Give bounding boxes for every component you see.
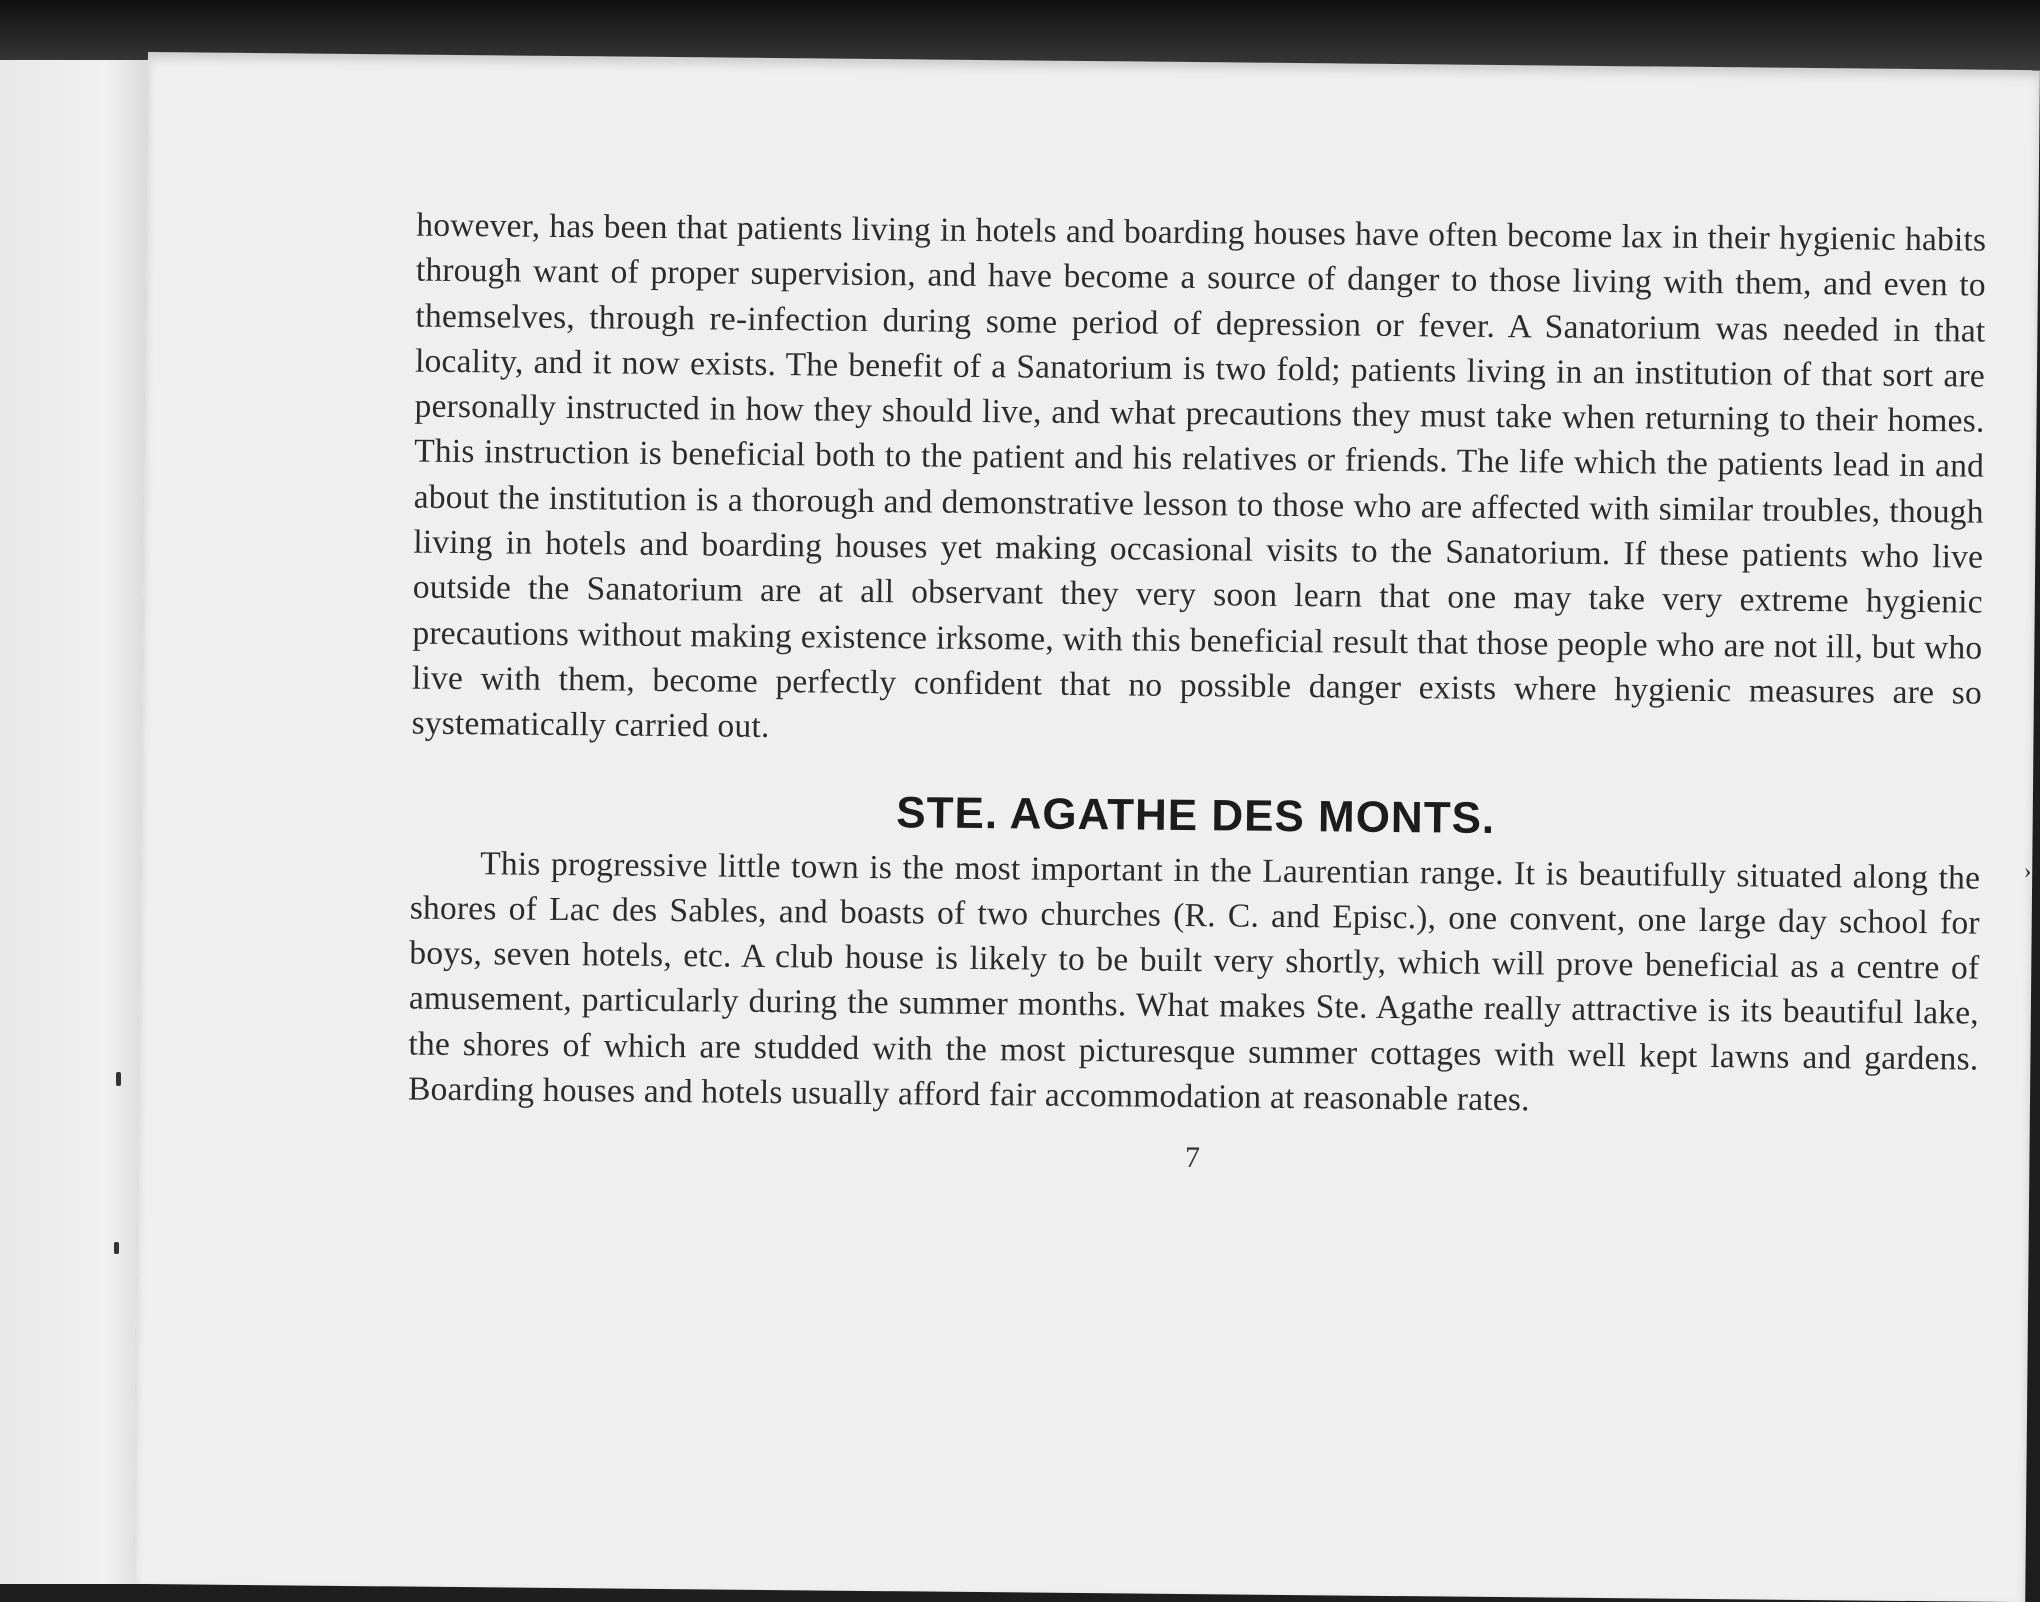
body-paragraph-1: however, has been that patients living in hotels and boarding houses have often become lax in their hygienic habits through want of proper supervision, and have become a source of danger to those living with them, and even to themselves, through re-infection during some period of depression or fever. A Sanatorium was needed in that locality, and it now exists. The benefit of a Sanatorium is two fold; patients living in an institution of that sort are personally instructed in how they should live, and what precautions they must take when returning to their homes. This instruction is beneficial both to the patient and his relatives or friends. The life which the patients lead in and about the institution is a thorough and demonstrative lesson to those who are affected with similar troubles, though living in hotels and boarding houses yet making occasional visits to the Sanatorium. If these patients who live outside the Sanatorium are at all observant they very soon learn that one may take very extreme hygienic precautions without making existence irksome, with this beneficial result that those people who are not ill, but who live with them, become perfectly confident that no possible danger exists where hygienic measures are so systematically carried out. [411, 206, 1987, 746]
body-paragraph-2: This progressive little town is the most important in the Laurentian range. It is beautifully situated along the shores of Lac des Sables, and boasts of two churches (R. C. and Episc.), one convent, one large day school for boys, seven hotels, etc. A club house is likely to be built very shortly, which will prove beneficial as a centre of amusement, particularly during the summer months. What makes Ste. Agathe really attractive is its beautiful lake, the shores of which are studded with the most picturesque summer cottages with well kept lawns and gardens. Boarding houses and hotels usually afford fair accommodation at reasonable rates. [407, 844, 1981, 1119]
page-content [407, 203, 1986, 1183]
page-edge-arrow-icon: › [2024, 858, 2032, 883]
page-number: 7 [1184, 1141, 1201, 1175]
left-facing-page-edge [0, 60, 152, 1584]
binding-mark-lower [114, 1242, 119, 1254]
section-heading: STE. AGATHE DES MONTS. [896, 787, 1496, 843]
binding-mark-upper [116, 1072, 121, 1086]
book-page [133, 52, 2040, 1602]
